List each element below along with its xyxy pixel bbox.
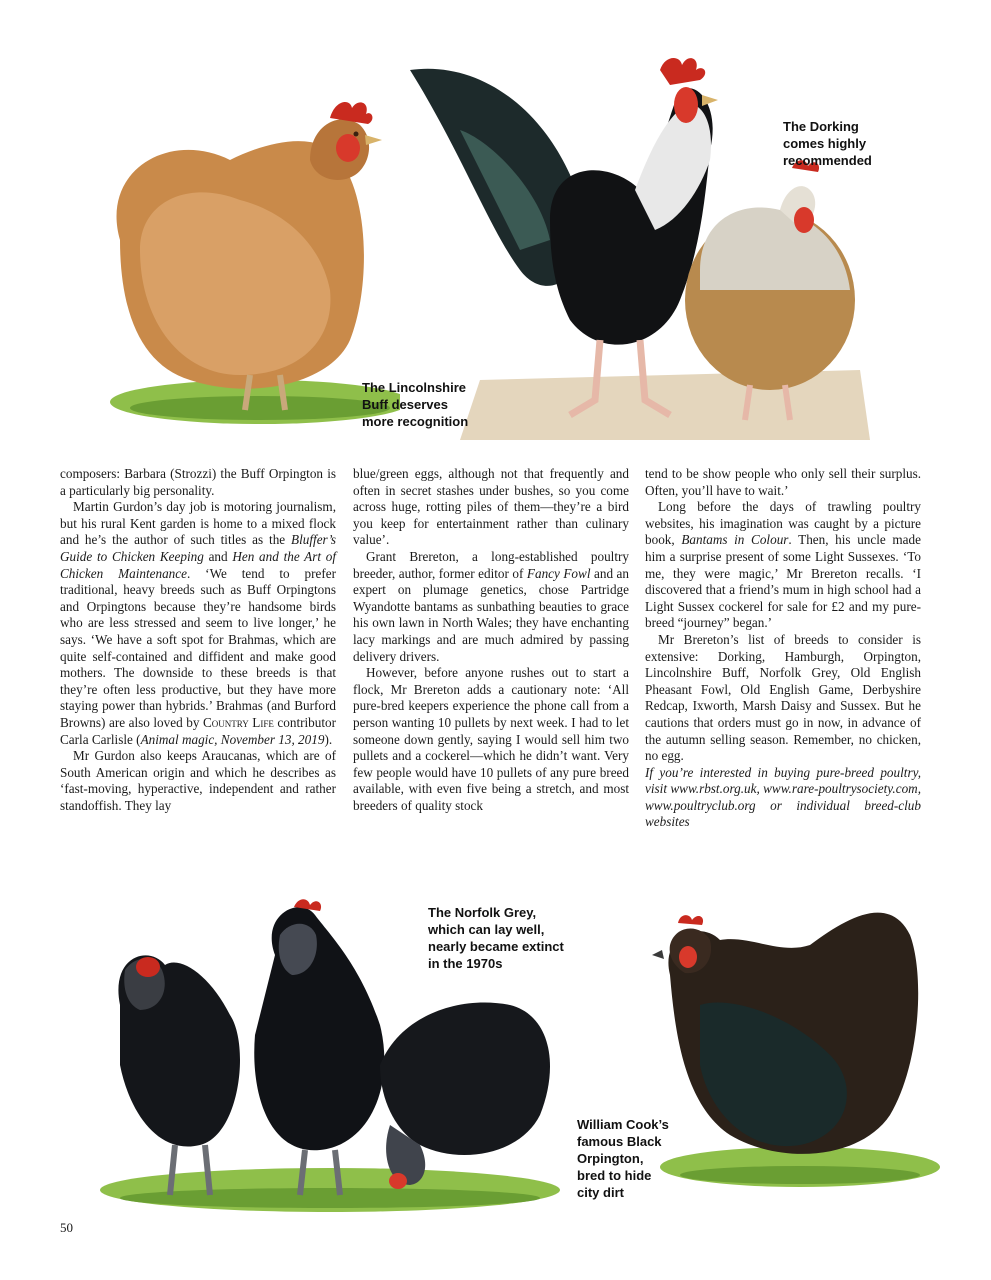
paragraph: composers: Barbara (Strozzi) the Buff Orpington is a particularly big personality. [60, 466, 336, 498]
paragraph: Mr Brereton’s list of breeds to consider is extensive: Dorking, Hamburgh, Orpington, Lincolnshire Buff, Norfolk Grey, Old English Pheasant Fowl, Old English Game, Derbyshire Redcap, Ixworth, Marsh Daisy and Sussex. But he cautions that orders must go in now, in advance of the autumn selling season. Remember, no chicken, no egg. [645, 631, 921, 764]
paragraph: blue/green eggs, although not that frequently and often in secret stashes under bushes, so you come across huge, rotting piles of them—they’re a bird you keep for entertainment rather than culinary value’. [353, 466, 629, 548]
paragraph: tend to be show people who only sell their surplus. Often, you’ll have to wait.’ [645, 466, 921, 498]
text-column-3 [645, 466, 921, 831]
web-links-note: If you’re interested in buying pure-breed poultry, visit www.rbst.org.uk, www.rare-poultrysociety.com, www.poultryclub.org or individual breed-club websites [645, 764, 921, 830]
black-orpington-illustration [640, 895, 940, 1195]
caption-dorking: The Dorking comes highly recommended [783, 119, 872, 168]
caption-black-orpington: William Cook’s famous Black Orpington, bred to hide city dirt [577, 1117, 669, 1200]
page-number: 50 [60, 1220, 73, 1235]
dorking-illustration [400, 50, 890, 450]
caption-lincolnshire-buff: The Lincolnshire Buff deserves more recognition [362, 380, 469, 429]
caption-norfolk-grey: The Norfolk Grey, which can lay well, nearly became extinct in the 1970s [428, 905, 564, 971]
paragraph: However, before anyone rushes out to start a flock, Mr Brereton adds a cautionary note: ‘All pure-bred keepers experience the phone call from a person wanting 10 pullets by next week. I had to let someone down gently, saying I would sell him two pullets and a cockerel—which he didn’t want. Very few people would have 10 pullets of any pure breed available, with even five being a stretch, and most breeders of quality stock [353, 665, 629, 813]
text-column-1 [60, 466, 336, 814]
paragraph: Mr Gurdon also keeps Araucanas, which are of South American origin and which he describes as ‘fast-moving, hyperactive, independent and rather standoffish. They lay [60, 748, 336, 813]
paragraph: Martin Gurdon’s day job is motoring journalism, but his rural Kent garden is home to a mixed flock and he’s the author of such titles as the Bluffer’s Guide to Chicken Keeping and Hen and the Art of Chicken Maintenance. ‘We tend to prefer traditional, heavy breeds such as Buff Orpingtons and Orpingtons because they’re handsome birds who are less stressed and seem to live longer,’ he says. ‘We have a soft spot for Brahmas, which are quite self-contained and diffident and make good mothers. The downside to these breeds is that they’re often less productive, but they have more staying power than hybrids.’ Brahmas (and Burford Browns) are also loved by Country Life contributor Carla Carlisle (Animal magic, November 13, 2019). [60, 499, 337, 747]
paragraph: Grant Brereton, a long-established poultry breeder, author, former editor of Fancy Fowl and an expert on plumage genetics, chose Partridge Wyandotte bantams as sunbathing beauties to grace his own lawn in North Wales; they have enchanting lacy markings and are much admired by passing delivery drivers. [353, 548, 629, 664]
paragraph: Long before the days of trawling poultry websites, his imagination was caught by a picture book, Bantams in Colour. Then, his uncle made him a surprise present of some Light Sussexes. ‘To me, they were magic,’ Mr Brereton recalls. ‘I discovered that a friend’s mum in high school had a Light Sussex cockerel for sale for £2 and my pure-breed “journey” began.’ [645, 499, 921, 631]
text-column-2 [353, 466, 629, 814]
lincolnshire-buff-illustration [80, 90, 400, 450]
